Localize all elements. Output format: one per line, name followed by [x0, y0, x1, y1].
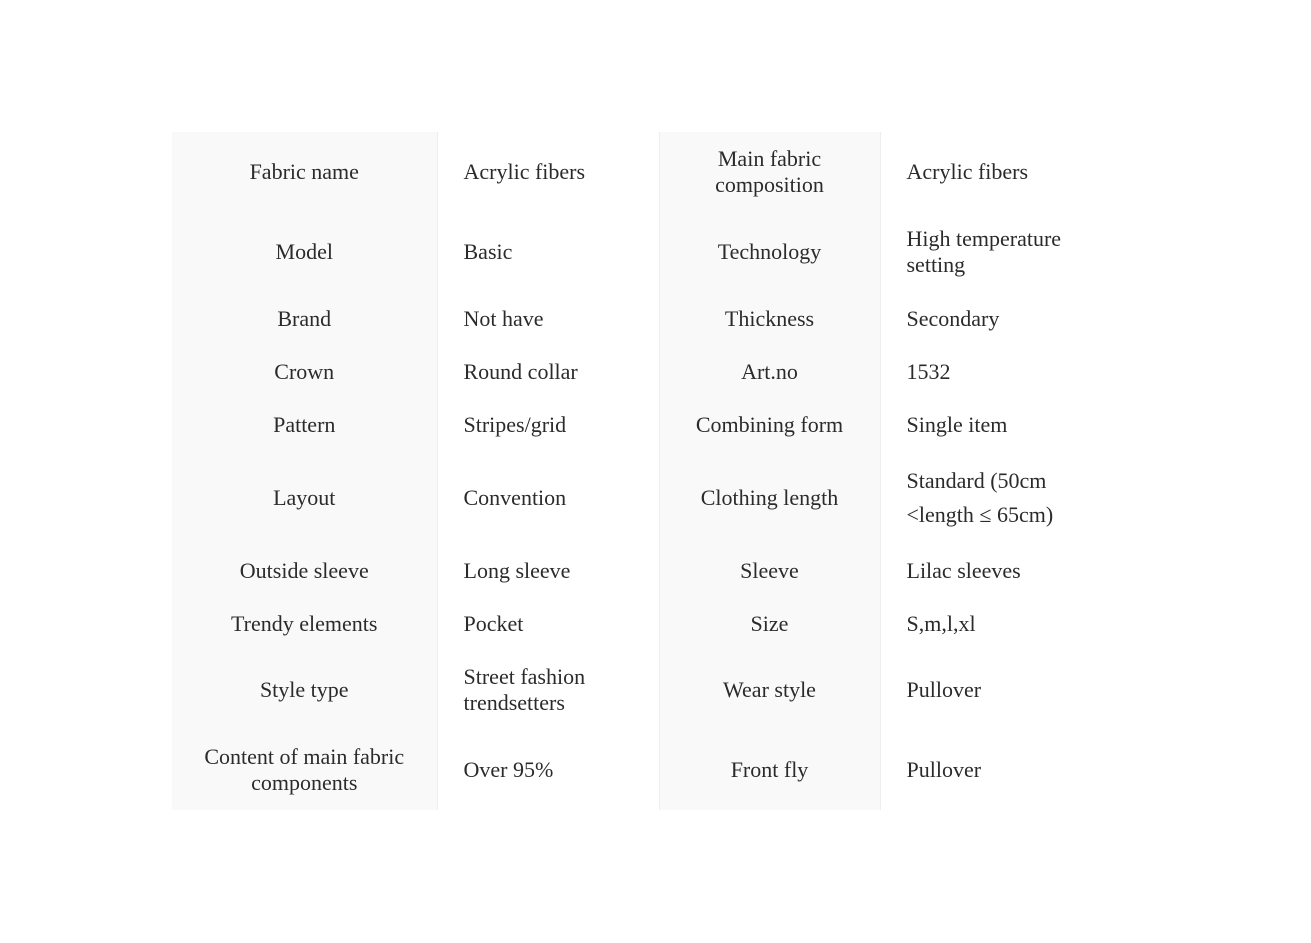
spec-key: Sleeve [659, 544, 880, 597]
spec-key: Front fly [659, 730, 880, 810]
spec-value: Pocket [437, 597, 659, 650]
spec-value: Lilac sleeves [880, 544, 1090, 597]
spec-value: Not have [437, 292, 659, 345]
spec-key: Main fabric composition [659, 132, 880, 212]
spec-value: Acrylic fibers [880, 132, 1090, 212]
spec-value: Single item [880, 398, 1090, 451]
spec-value: Pullover [880, 730, 1090, 810]
spec-value: Pullover [880, 650, 1090, 730]
spec-key: Combining form [659, 398, 880, 451]
spec-value: Stripes/grid [437, 398, 659, 451]
spec-value: Acrylic fibers [437, 132, 659, 212]
spec-value: Long sleeve [437, 544, 659, 597]
spec-key: Model [172, 212, 437, 292]
spec-key: Trendy elements [172, 597, 437, 650]
spec-key: Technology [659, 212, 880, 292]
spec-key: Layout [172, 451, 437, 544]
spec-key: Art.no [659, 345, 880, 398]
table-row [172, 132, 1090, 212]
spec-value: S,m,l,xl [880, 597, 1090, 650]
table-row [172, 597, 1090, 650]
spec-key: Outside sleeve [172, 544, 437, 597]
spec-key: Clothing length [659, 451, 880, 544]
spec-value: Convention [437, 451, 659, 544]
spec-value: High temperature setting [880, 212, 1090, 292]
table-row [172, 650, 1090, 730]
spec-value: Street fashion trendsetters [437, 650, 659, 730]
spec-key: Style type [172, 650, 437, 730]
spec-value: Secondary [880, 292, 1090, 345]
table-row [172, 451, 1090, 544]
spec-key: Fabric name [172, 132, 437, 212]
spec-value: Round collar [437, 345, 659, 398]
spec-value: Over 95% [437, 730, 659, 810]
spec-key: Wear style [659, 650, 880, 730]
spec-value: 1532 [880, 345, 1090, 398]
table-row [172, 345, 1090, 398]
table-row [172, 544, 1090, 597]
table-row [172, 398, 1090, 451]
spec-key: Content of main fabric components [172, 730, 437, 810]
spec-value: Standard (50cm <length ≤ 65cm) [906, 467, 1054, 527]
table-row [172, 730, 1090, 810]
product-spec-table [172, 132, 1090, 810]
spec-key: Size [659, 597, 880, 650]
spec-key: Brand [172, 292, 437, 345]
table-row [172, 212, 1090, 292]
spec-key: Crown [172, 345, 437, 398]
table-row [172, 292, 1090, 345]
spec-key: Thickness [659, 292, 880, 345]
spec-value: Basic [437, 212, 659, 292]
spec-key: Pattern [172, 398, 437, 451]
